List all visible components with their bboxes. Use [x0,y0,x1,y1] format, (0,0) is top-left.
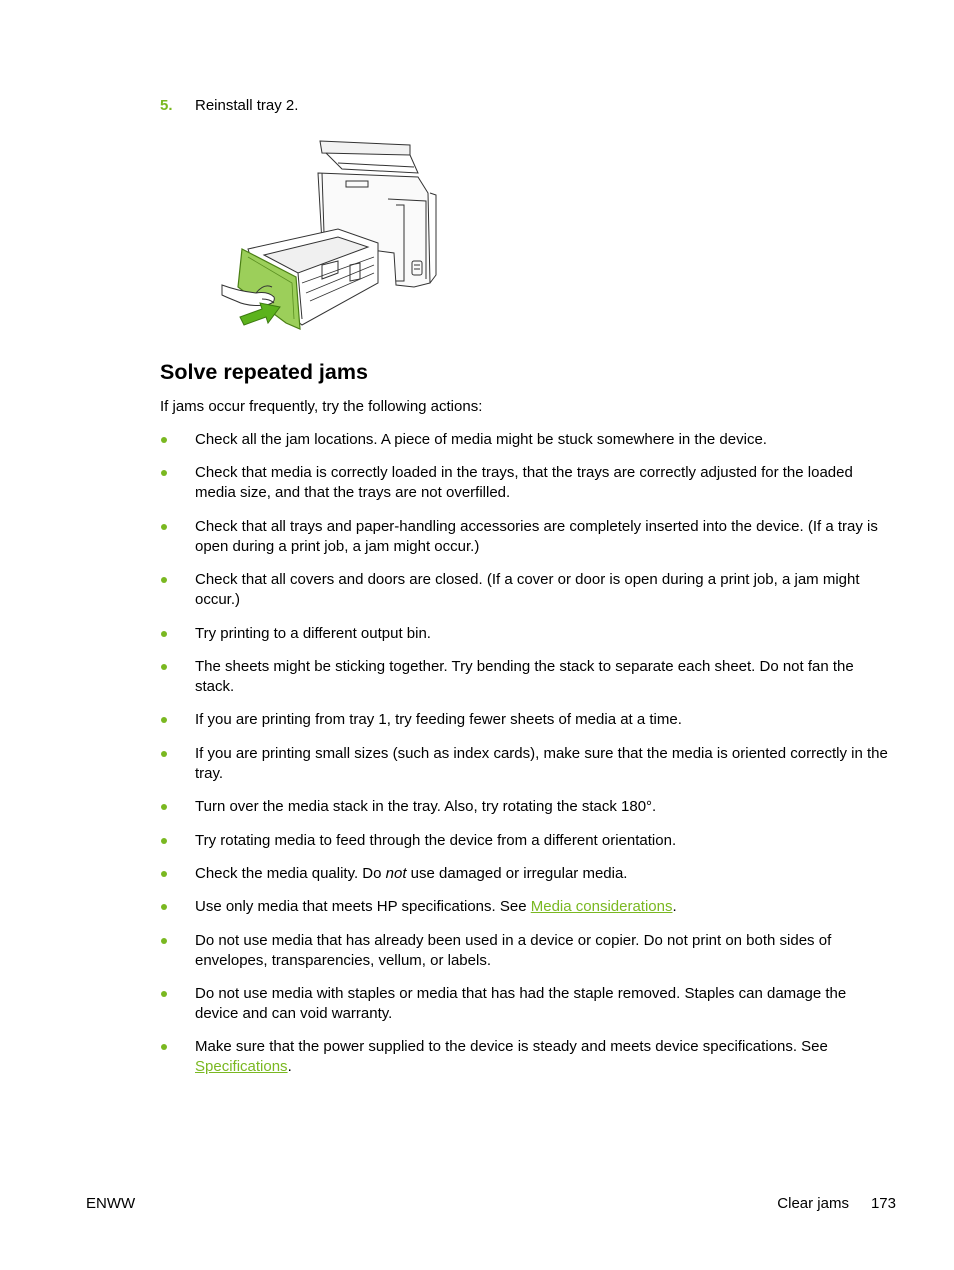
list-item [160,430,890,450]
list-item-text: Try printing to a different output bin. [195,624,431,642]
bullet-icon [161,437,167,443]
list-item-text: If you are printing small sizes (such as index cards), make sure that the media is oriented correctly in the tray. [195,744,888,782]
list-item [160,831,890,851]
list-item-text: Do not use media with staples or media that has had the staple removed. Staples can damage the device and can void warranty. [195,985,847,1023]
action-list [160,430,890,1091]
bullet-icon [161,631,167,637]
list-item-text-post: . [287,1058,292,1076]
list-item-text-pre: Check the media quality. Do [195,864,386,882]
bullet-icon [161,1044,167,1050]
list-item [160,570,890,610]
list-item-text-pre: Use only media that meets HP specifications. See [195,898,531,916]
media-considerations-link[interactable]: Media considerations [530,898,673,916]
footer-doc-code: ENWW [86,1195,136,1212]
section-heading: Solve repeated jams [160,360,368,384]
bullet-icon [161,904,167,910]
list-item [160,744,890,784]
list-item [160,897,890,917]
step-text: Reinstall tray 2. [195,97,299,114]
bullet-icon [161,871,167,877]
list-item [160,984,890,1024]
list-item [160,657,890,697]
bullet-icon [161,524,167,530]
list-item-text: If you are printing from tray 1, try feeding fewer sheets of media at a time. [195,711,682,729]
bullet-icon [161,470,167,476]
bullet-icon [161,577,167,583]
list-item-text: Do not use media that has already been used in a device or copier. Do not print on both sides of envelopes, transparencies, vellum, or labels. [195,931,832,969]
list-item [160,624,890,644]
bullet-icon [161,838,167,844]
list-item [160,517,890,557]
list-item [160,864,890,884]
list-item-text-pre: Make sure that the power supplied to the device is steady and meets device specifications. See [195,1038,828,1056]
printer-tray-insert-icon [218,133,438,333]
bullet-icon [161,804,167,810]
bullet-icon [161,991,167,997]
bullet-icon [161,664,167,670]
list-item-text-post: . [672,898,677,916]
list-item [160,710,890,730]
bullet-icon [161,751,167,757]
printer-tray-illustration [218,133,438,333]
list-item-text-post: use damaged or irregular media. [406,864,628,882]
step-5 [160,96,298,116]
page-number: 173 [870,1195,896,1212]
intro-text: If jams occur frequently, try the following actions: [160,398,483,415]
list-item-text: Check that all covers and doors are closed. (If a cover or door is open during a print job, a jam might occur.) [195,571,860,609]
list-item [160,463,890,503]
list-item [160,931,890,971]
list-item-text: Check that media is correctly loaded in the trays, that the trays are correctly adjusted for the loaded media size, and that the trays are not overfilled. [195,464,853,502]
list-item-text: Try rotating media to feed through the device from a different orientation. [195,831,677,849]
bullet-icon [161,938,167,944]
list-item-text: Check all the jam locations. A piece of media might be stuck somewhere in the device. [195,431,767,448]
list-item-text: The sheets might be sticking together. Try bending the stack to separate each sheet. Do not fan the stack. [195,657,854,695]
step-number: 5. [160,97,173,114]
list-item [160,1037,890,1077]
list-item [160,797,890,817]
footer-right [777,1194,896,1214]
bullet-icon [161,717,167,723]
list-item-text: Turn over the media stack in the tray. Also, try rotating the stack 180°. [195,798,657,816]
list-item-text: Check that all trays and paper-handling accessories are completely inserted into the device. (If a tray is open during a print job, a jam might occur.) [195,517,878,555]
specifications-link[interactable]: Specifications [195,1058,288,1076]
emphasis-not: not [385,864,407,882]
footer-section-title: Clear jams [777,1195,849,1212]
